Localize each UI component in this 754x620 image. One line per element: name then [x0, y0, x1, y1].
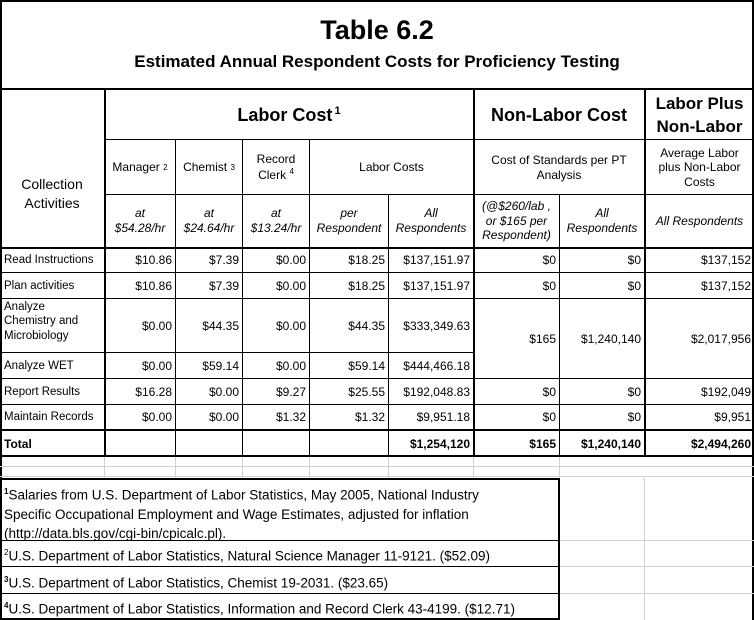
grid-line: [0, 429, 754, 431]
all-respondents-cell: $9,951.18: [416, 410, 470, 424]
footnote-box-border: [0, 478, 560, 480]
grid-line: [388, 457, 389, 478]
all-respondents-cell: $192,048.83: [403, 384, 470, 399]
grid-line: [0, 88, 754, 90]
per-respondent-cell: $25.55: [348, 384, 385, 399]
grid-line: [0, 455, 754, 457]
grid-line: [559, 566, 754, 567]
grid-line: [0, 466, 754, 467]
chemist-cost-cell: $44.35: [202, 318, 239, 333]
chemist-cost-cell: $7.39: [208, 278, 239, 293]
activity-label: Analyze WET: [4, 359, 74, 372]
grid-line: [175, 140, 176, 457]
total-standards-all: $1,240,140: [580, 436, 641, 451]
footnote-3: $^3$U.S. Department of Labor Statistics, Chemist 19-2031. ($23.65): [4, 575, 389, 591]
clerk-cost-cell: $9.27: [275, 384, 306, 399]
manager-cost-cell: $0.00: [141, 358, 172, 373]
footnote-1: $^1$Salaries from U.S. Department of Labor Statistics, May 2005, National Industry Specific Occupational Employment and Wage Estimates, adjusted for inflation (http://data.bls.gov/cgi-bin/cpicalc.pl).: [4, 487, 479, 541]
grid-line: [309, 457, 310, 478]
labor-cost-header: Labor Cost $^1$: [237, 104, 341, 125]
footnote-divider: [0, 540, 560, 541]
manager-rate: at $54.28/hr: [114, 206, 166, 235]
grid-line: [644, 478, 645, 620]
total-cost-cell: $137,152: [700, 278, 751, 293]
activity-label: Read Instructions: [4, 254, 94, 267]
standards-cost-cell: $0: [542, 278, 556, 293]
grid-line: [309, 140, 310, 457]
activity-label: Report Results: [4, 385, 81, 398]
clerk-cost-cell: $0.00: [275, 358, 306, 373]
activity-label: Plan activities: [4, 279, 75, 292]
footnote-divider: [0, 593, 560, 594]
chemist-cost-cell: $0.00: [208, 410, 239, 424]
labor-costs-header: Labor Costs: [359, 160, 424, 174]
grid-line: [0, 298, 754, 299]
average-costs-header: Average Labor plus Non-Labor Costs: [658, 145, 741, 189]
grid-line: [644, 88, 646, 457]
per-respondent-cell: $18.25: [348, 253, 385, 267]
grid-line: [104, 88, 106, 457]
clerk-rate: at $13.24/hr: [250, 206, 302, 235]
standards-cost-cell: $0: [542, 410, 556, 424]
clerk-cost-cell: $0.00: [275, 278, 306, 293]
all-respondents-cell: $137,151.97: [403, 253, 470, 267]
standards-all-cell: $0: [627, 384, 641, 399]
total-cost-cell: $9,951: [714, 410, 751, 424]
per-respondent-header: per Respondent: [316, 206, 382, 235]
chemist-header: Chemist 3: [183, 160, 235, 174]
all-respondents-cell: $333,349.63: [403, 318, 470, 333]
grid-line: [559, 457, 560, 478]
grand-total: $2,494,260: [690, 436, 751, 451]
grid-line: [0, 378, 754, 379]
footnote-2: $^2$U.S. Department of Labor Statistics, Natural Science Manager 11-9121. ($52.09): [4, 548, 490, 564]
grid-line: [559, 540, 754, 541]
chemist-rate: at $24.64/hr: [183, 206, 235, 235]
grid-line: [388, 195, 389, 457]
footnote-divider: [0, 566, 560, 567]
per-respondent-cell: $59.14: [348, 358, 385, 373]
average-all-respondents-header: All Respondents: [655, 213, 744, 228]
per-respondent-cell: $1.32: [354, 410, 385, 424]
grid-line: [242, 457, 243, 478]
manager-cost-cell: $0.00: [141, 318, 172, 333]
clerk-cost-cell: $0.00: [275, 318, 306, 333]
total-cost-cell: $137,152: [700, 253, 751, 267]
standards-rate-header: (@$260/lab , or $165 per Respondent): [482, 199, 551, 243]
collection-activities-header: Collection Activities: [21, 176, 83, 211]
table-subtitle: Estimated Annual Respondent Costs for Proficiency Testing: [134, 52, 620, 72]
footnote-box-border: [558, 478, 560, 620]
standards-cost-cell: $165: [529, 331, 556, 346]
table-border: [0, 0, 754, 2]
manager-cost-cell: $0.00: [141, 410, 172, 424]
standards-all-cell: $0: [627, 278, 641, 293]
non-labor-cost-header: Non-Labor Cost: [491, 104, 627, 125]
total-all-respondents: $1,254,120: [409, 436, 470, 451]
all-respondents-cell: $444,466.18: [403, 358, 470, 373]
chemist-cost-cell: $7.39: [208, 253, 239, 267]
grid-line: [0, 247, 754, 249]
grid-line: [175, 457, 176, 478]
grid-line: [0, 476, 754, 477]
grid-line: [0, 352, 474, 353]
grid-line: [473, 88, 475, 457]
manager-cost-cell: $10.86: [135, 278, 172, 293]
grid-line: [0, 404, 754, 405]
standards-cost-cell: $0: [542, 384, 556, 399]
footnote-4: $^4$U.S. Department of Labor Statistics, Information and Record Clerk 43-4199. ($12.71): [4, 601, 515, 617]
total-cost-cell: $192,049: [700, 384, 751, 399]
record-clerk-header: Record Clerk $^4$: [256, 152, 296, 182]
grid-line: [0, 272, 754, 273]
standards-cost-cell: $0: [542, 253, 556, 267]
grid-line: [104, 139, 754, 140]
grid-line: [104, 457, 105, 478]
grid-line: [559, 593, 754, 594]
activity-label: Maintain Records: [4, 411, 94, 424]
labor-plus-non-labor-header: Labor Plus Non-Labor: [655, 94, 744, 136]
cost-of-standards-header: Cost of Standards per PT Analysis: [491, 152, 627, 182]
total-label: Total: [4, 436, 32, 451]
table-border: [0, 0, 2, 620]
activity-label: Analyze Chemistry and Microbiology: [4, 301, 79, 342]
standards-all-cell: $0: [627, 253, 641, 267]
chemist-cost-cell: $59.14: [202, 358, 239, 373]
manager-cost-cell: $16.28: [135, 384, 172, 399]
grid-line: [473, 457, 474, 478]
standards-all-respondents-header: All Respondents: [566, 206, 638, 235]
total-standards-cost: $165: [529, 436, 556, 451]
clerk-cost-cell: $0.00: [275, 253, 306, 267]
grid-line: [559, 195, 560, 457]
clerk-cost-cell: $1.32: [275, 410, 306, 424]
per-respondent-cell: $44.35: [348, 318, 385, 333]
grid-line: [104, 194, 754, 195]
standards-all-cell: $0: [627, 410, 641, 424]
manager-header: Manager 2: [112, 160, 168, 174]
total-cost-cell: $2,017,956: [690, 331, 751, 346]
standards-all-cell: $1,240,140: [580, 331, 641, 346]
table-title: Table 6.2: [320, 15, 434, 46]
per-respondent-cell: $18.25: [348, 278, 385, 293]
all-respondents-cell: $137,151.97: [403, 278, 470, 293]
chemist-cost-cell: $0.00: [208, 384, 239, 399]
manager-cost-cell: $10.86: [135, 253, 172, 267]
grid-line: [242, 140, 243, 457]
all-respondents-header: All Respondents: [395, 206, 467, 235]
